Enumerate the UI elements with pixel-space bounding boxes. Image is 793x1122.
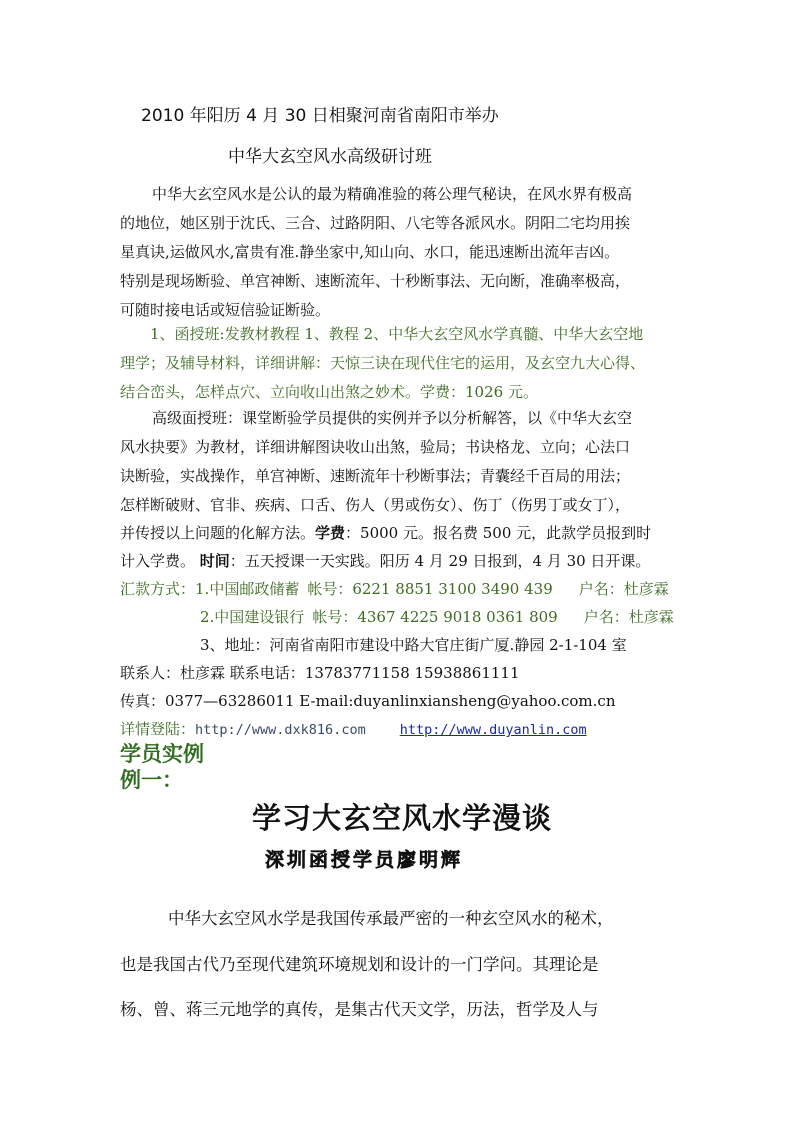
advanced-line-2: 风水抉要》为教材，详细讲解图诀收山出煞，验局；书诀格龙、立向；心法口 <box>120 438 631 456</box>
advanced-line-5-text: 并传授以上问题的化解方法。 <box>120 524 316 542</box>
advanced-line-6-text: 计入学费。 <box>120 552 200 570</box>
address-line: 3、地址：河南省南阳市建设中路大官庄街广厦.静园 2-1-104 室 <box>200 636 627 654</box>
advanced-line-5 <box>120 523 651 543</box>
seminar-title: 中华大玄空风水高级研讨班 <box>228 147 432 167</box>
account-label-1: 帐号： <box>307 580 353 598</box>
account-holder-label-2: 户名： <box>583 608 629 626</box>
website-1-link[interactable]: http://www.dxk816.com <box>195 722 366 738</box>
details-label: 详情登陆： <box>120 720 196 738</box>
payment-row-1 <box>120 579 669 599</box>
bank-name-2: 2.中国建设银行 <box>200 608 305 626</box>
account-holder-label-1: 户名： <box>578 580 624 598</box>
advanced-line-3: 诀断验，实战操作，单宫神断、速断流年十秒断事法；青囊经千百局的用法； <box>120 467 631 485</box>
tuition-label: 学费 <box>315 524 346 542</box>
article-body-line-2: 也是我国古代乃至现代建筑环境规划和设计的一门学问。其理论是 <box>120 955 599 974</box>
account-number-2: 4367 4225 9018 0361 809 <box>357 608 558 626</box>
time-label: 时间 <box>199 552 230 570</box>
account-holder-1: 杜彦霖 <box>623 580 669 598</box>
article-author: 深圳函授学员廖明辉 <box>265 849 464 871</box>
article-body-line-3: 杨、曾、蒋三元地学的真传，是集古代天文学，历法，哲学及人与 <box>120 1000 599 1019</box>
tuition-value: ：5000 元。报名费 500 元，此款学员报到时 <box>345 524 652 542</box>
correspondence-line-2: 理学；及辅导材料，详细讲解：天惊三诀在现代住宅的运用，及玄空九大心得、 <box>120 354 646 372</box>
advanced-line-4: 怎样断破财、官非、疾病、口舌、伤人（男或伤女）、伤丁（伤男丁或女丁）， <box>120 496 631 514</box>
section-title-student-examples: 学员实例 <box>120 742 204 766</box>
account-label-2: 帐号： <box>312 608 358 626</box>
advanced-line-1: 高级面授班：课堂断验学员提供的实例并予以分析解答，以《中华大玄空 <box>152 409 633 427</box>
payment-row-2 <box>200 607 674 627</box>
fax-email-line: 传真：0377—63286011 E-mail:duyanlinxiansheng@yahoo.com.cn <box>120 692 616 710</box>
time-value: ：五天授课一天实践。阳历 4 月 29 日报到，4 月 30 日开课。 <box>229 552 651 570</box>
website-line <box>120 719 587 740</box>
website-2-link[interactable]: http://www.duyanlin.com <box>399 722 587 738</box>
payment-label: 汇款方式： <box>120 580 196 598</box>
intro-line-2: 的地位，她区别于沈氏、三合、过路阴阳、八宅等各派风水。阴阳二宅均用挨 <box>120 214 631 232</box>
account-holder-2: 杜彦霖 <box>628 608 674 626</box>
article-body-line-1: 中华大玄空风水学是我国传承最严密的一种玄空风水的秘术， <box>168 909 614 928</box>
intro-line-1: 中华大玄空风水是公认的最为精确准验的蒋公理气秘诀，在风水界有极高 <box>152 185 633 203</box>
example-one-label: 例一： <box>120 768 183 792</box>
intro-line-4: 特别是现场断验、单宫神断、速断流年、十秒断事法、无向断，准确率极高， <box>120 272 631 290</box>
article-title: 学习大玄空风水学漫谈 <box>252 801 553 835</box>
event-title: 2010 年阳历 4 月 30 日相聚河南省南阳市举办 <box>141 106 499 126</box>
correspondence-line-3: 结合峦头，怎样点穴、立向收山出煞之妙术。学费：1026 元。 <box>120 383 538 401</box>
correspondence-line-1: 1、函授班:发教材教程 1、教程 2、中华大玄空风水学真髓、中华大玄空地 <box>150 325 644 343</box>
account-number-1: 6221 8851 3100 3490 439 <box>352 580 553 598</box>
contact-line: 联系人：杜彦霖 联系电话：13783771158 15938861111 <box>120 664 520 682</box>
intro-line-3: 星真诀,运做风水,富贵有准.静坐家中,知山向、水口，能迅速断出流年吉凶。 <box>120 243 620 261</box>
bank-name-1: 1.中国邮政储蓄 <box>195 580 300 598</box>
advanced-line-6 <box>120 551 650 571</box>
intro-line-5: 可随时接电话或短信验证断验。 <box>120 301 331 319</box>
